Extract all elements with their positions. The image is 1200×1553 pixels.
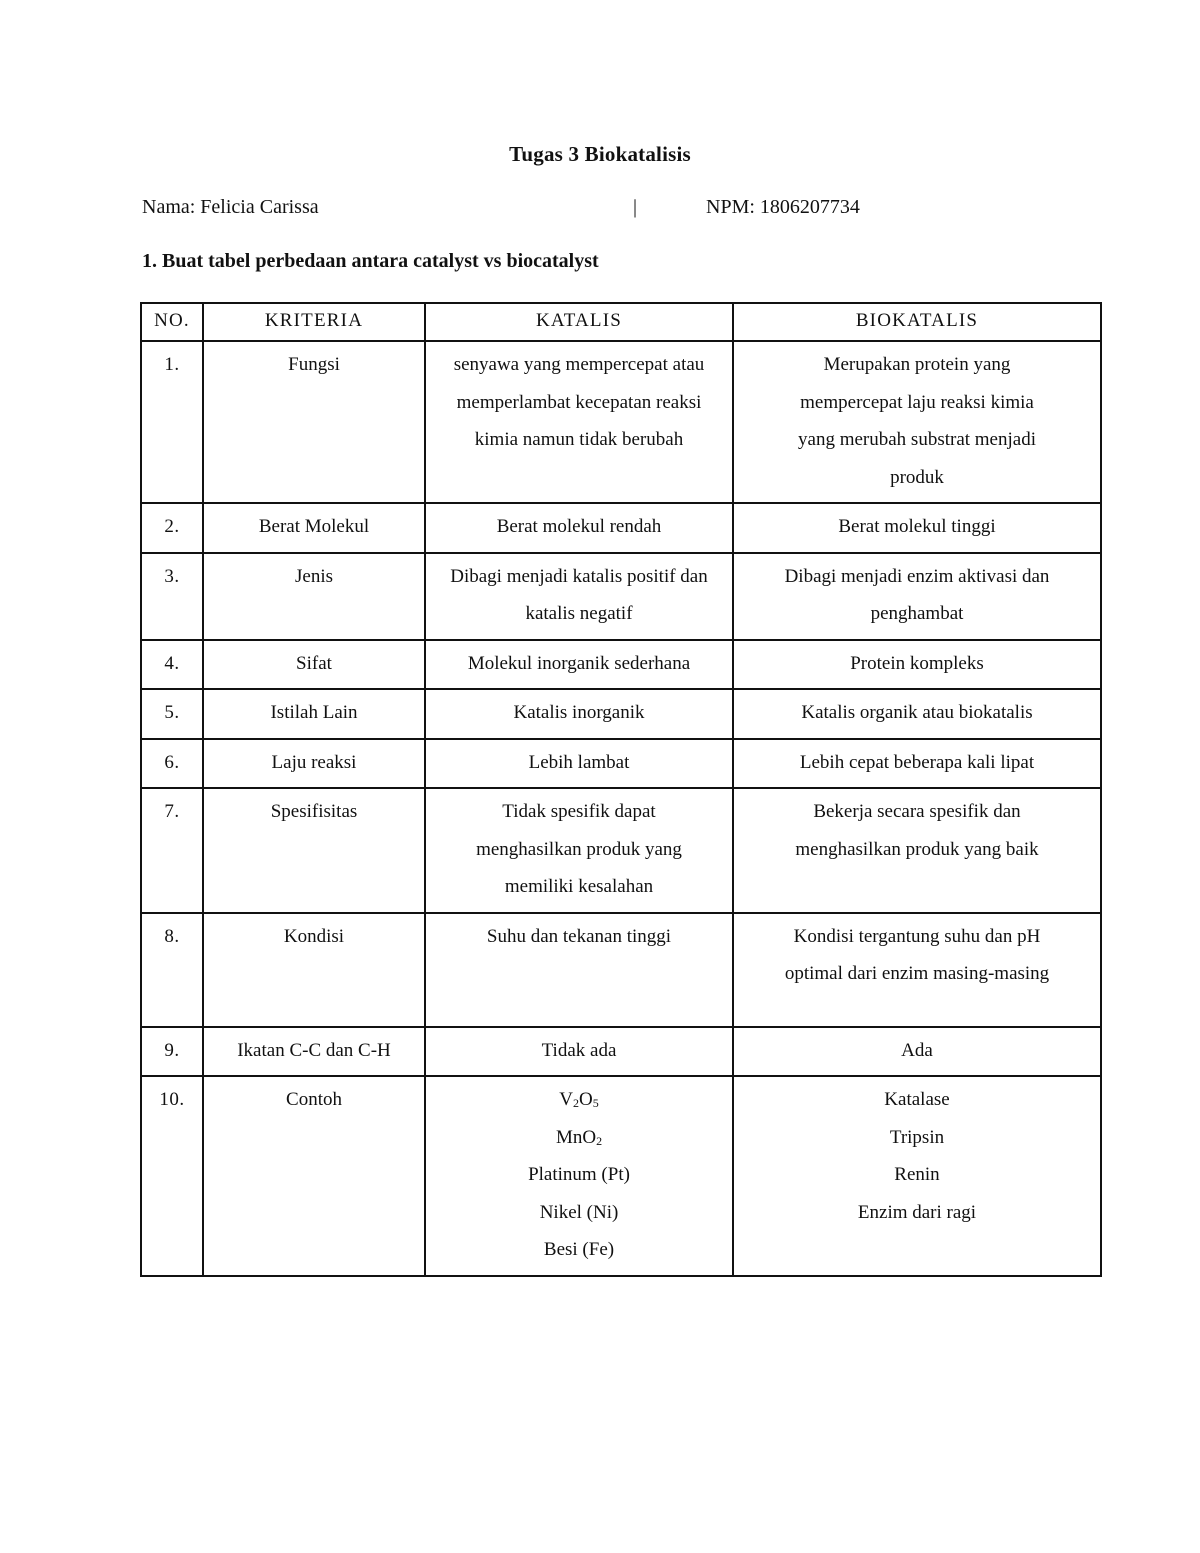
row-biokatalis: Katalis organik atau biokatalis (733, 689, 1101, 739)
row-katalis: Suhu dan tekanan tinggi (425, 913, 733, 1027)
row-biokatalis (733, 553, 1101, 640)
formula-mno2: MnO$_2$ (555, 1126, 603, 1148)
table-row (141, 1076, 1101, 1276)
table-row (141, 739, 1101, 789)
row-kriteria: Contoh (203, 1076, 425, 1276)
row-number: 1. (141, 341, 203, 503)
formula-v2o5: $V_2O_5$ (559, 1089, 599, 1110)
row-kriteria: Spesifisitas (203, 788, 425, 913)
row-number: 4. (141, 640, 203, 690)
table-row (141, 788, 1101, 913)
row-number: 3. (141, 553, 203, 640)
row-biokatalis: Berat molekul tinggi (733, 503, 1101, 553)
row-katalis (425, 553, 733, 640)
row-biokatalis (733, 1076, 1101, 1276)
cell-line: produk (890, 466, 944, 488)
row-kriteria: Fungsi (203, 341, 425, 503)
cell-line: memiliki kesalahan (504, 876, 654, 897)
row-number: 2. (141, 503, 203, 553)
row-number: 6. (141, 739, 203, 789)
table-row (141, 1027, 1101, 1077)
cell-line: Besi (Fe) (543, 1239, 615, 1260)
row-kriteria: Istilah Lain (203, 689, 425, 739)
table-row (141, 913, 1101, 1027)
table-row (141, 503, 1101, 553)
row-kriteria: Berat Molekul (203, 503, 425, 553)
table-row (141, 640, 1101, 690)
header-kriteria: KRITERIA (203, 303, 425, 341)
header-no: NO. (141, 303, 203, 341)
student-npm: NPM: 1806207734 (706, 196, 860, 218)
header-katalis: KATALIS (425, 303, 733, 341)
cell-line: menghasilkan produk yang baik (795, 838, 1039, 860)
info-separator: | (633, 196, 638, 218)
row-kriteria: Laju reaksi (203, 739, 425, 789)
cell-line: Tidak spesifik dapat (502, 801, 656, 822)
row-kriteria: Jenis (203, 553, 425, 640)
row-kriteria: Sifat (203, 640, 425, 690)
cell-line: Nikel (Ni) (539, 1201, 619, 1223)
cell-line: Dibagi menjadi enzim aktivasi dan (784, 565, 1050, 587)
cell-line: penghambat (870, 603, 964, 624)
cell-line: yang merubah substrat menjadi (798, 429, 1036, 450)
student-name: Nama: Felicia Carissa (142, 196, 319, 218)
cell-line: memperlambat kecepatan reaksi (456, 391, 702, 413)
row-number: 5. (141, 689, 203, 739)
row-number: 8. (141, 913, 203, 1027)
cell-line: Enzim dari ragi (857, 1201, 977, 1223)
cell-line: Tripsin (889, 1126, 945, 1148)
comparison-table (140, 302, 1102, 1277)
row-katalis (425, 788, 733, 913)
cell-line: kimia namun tidak berubah (474, 429, 684, 450)
cell-line: optimal dari enzim masing-masing (784, 963, 1050, 984)
row-katalis: Katalis inorganik (425, 689, 733, 739)
row-biokatalis (733, 788, 1101, 913)
table-row (141, 553, 1101, 640)
row-biokatalis (733, 341, 1101, 503)
row-katalis (425, 1076, 733, 1276)
cell-line: menghasilkan produk yang (476, 838, 682, 860)
cell-line: senyawa yang mempercepat atau (453, 354, 705, 375)
cell-line: Merupakan protein yang (823, 354, 1011, 375)
row-kriteria: Ikatan C-C dan C-H (203, 1027, 425, 1077)
row-biokatalis: Protein kompleks (733, 640, 1101, 690)
row-katalis: Tidak ada (425, 1027, 733, 1077)
cell-line: Renin (894, 1164, 940, 1185)
row-biokatalis (733, 913, 1101, 1027)
cell-line: Platinum (Pt) (528, 1164, 630, 1185)
cell-line: mempercepat laju reaksi kimia (800, 391, 1034, 413)
row-kriteria: Kondisi (203, 913, 425, 1027)
cell-line: Kondisi tergantung suhu dan pH (793, 925, 1041, 947)
table-row (141, 341, 1101, 503)
row-katalis: Berat molekul rendah (425, 503, 733, 553)
row-biokatalis: Ada (733, 1027, 1101, 1077)
cell-line: katalis negatif (525, 603, 633, 624)
cell-line: Katalase (884, 1089, 950, 1110)
row-katalis (425, 341, 733, 503)
row-biokatalis: Lebih cepat beberapa kali lipat (733, 739, 1101, 789)
row-katalis: Molekul inorganik sederhana (425, 640, 733, 690)
question-heading: 1. Buat tabel perbedaan antara catalyst vs biocatalyst (142, 250, 599, 272)
row-number: 10. (141, 1076, 203, 1276)
table-header-row (141, 303, 1101, 341)
table-row (141, 689, 1101, 739)
row-number: 9. (141, 1027, 203, 1077)
row-number: 7. (141, 788, 203, 913)
cell-line: Dibagi menjadi katalis positif dan (450, 565, 708, 587)
row-katalis: Lebih lambat (425, 739, 733, 789)
cell-line: Bekerja secara spesifik dan (813, 801, 1021, 822)
document-title: Tugas 3 Biokatalisis (509, 142, 691, 166)
header-biokatalis: BIOKATALIS (733, 303, 1101, 341)
